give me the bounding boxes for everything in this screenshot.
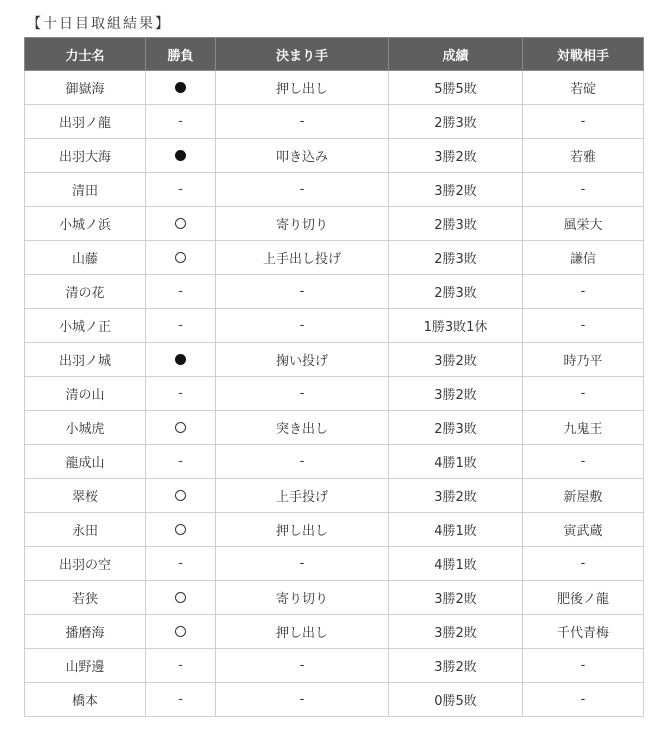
table-row bbox=[25, 207, 644, 241]
table-row bbox=[25, 445, 644, 479]
result-cell bbox=[146, 139, 216, 173]
wrestler-name: 清の山 bbox=[25, 377, 146, 411]
opponent: 新屋敷 bbox=[523, 479, 644, 513]
win-mark-icon bbox=[175, 82, 186, 93]
table-row bbox=[25, 411, 644, 445]
table-row bbox=[25, 513, 644, 547]
kimarite: 上手投げ bbox=[216, 479, 389, 513]
wrestler-name: 小城虎 bbox=[25, 411, 146, 445]
wrestler-name: 出羽の空 bbox=[25, 547, 146, 581]
wrestler-name: 出羽ノ城 bbox=[25, 343, 146, 377]
table-row bbox=[25, 479, 644, 513]
result-cell bbox=[146, 479, 216, 513]
wrestler-name: 山野邊 bbox=[25, 649, 146, 683]
kimarite: 押し出し bbox=[216, 71, 389, 105]
win-mark-icon bbox=[175, 150, 186, 161]
wrestler-name: 出羽ノ龍 bbox=[25, 105, 146, 139]
kimarite: 突き出し bbox=[216, 411, 389, 445]
no-bout-mark: - bbox=[178, 182, 183, 197]
record: 2勝3敗 bbox=[389, 411, 523, 445]
result-cell bbox=[146, 275, 216, 309]
record: 3勝2敗 bbox=[389, 173, 523, 207]
table-row bbox=[25, 547, 644, 581]
result-cell bbox=[146, 173, 216, 207]
opponent: - bbox=[523, 683, 644, 717]
loss-mark-icon bbox=[175, 218, 186, 229]
loss-mark-icon bbox=[175, 524, 186, 535]
opponent: 風栄大 bbox=[523, 207, 644, 241]
result-cell bbox=[146, 513, 216, 547]
opponent: - bbox=[523, 649, 644, 683]
kimarite: 寄り切り bbox=[216, 581, 389, 615]
record: 3勝2敗 bbox=[389, 581, 523, 615]
kimarite: - bbox=[216, 173, 389, 207]
no-bout-mark: - bbox=[178, 692, 183, 707]
record: 2勝3敗 bbox=[389, 105, 523, 139]
no-bout-mark: - bbox=[178, 114, 183, 129]
table-row bbox=[25, 173, 644, 207]
table-row bbox=[25, 649, 644, 683]
wrestler-name: 龍成山 bbox=[25, 445, 146, 479]
header-kimarite: 決まり手 bbox=[216, 38, 389, 71]
record: 3勝2敗 bbox=[389, 479, 523, 513]
result-cell bbox=[146, 615, 216, 649]
table-row bbox=[25, 343, 644, 377]
opponent: - bbox=[523, 547, 644, 581]
table-row bbox=[25, 241, 644, 275]
opponent: - bbox=[523, 377, 644, 411]
result-cell bbox=[146, 241, 216, 275]
results-table-body bbox=[25, 71, 644, 717]
table-row bbox=[25, 377, 644, 411]
result-cell bbox=[146, 547, 216, 581]
wrestler-name: 若狭 bbox=[25, 581, 146, 615]
header-wrestler-name: 力士名 bbox=[25, 38, 146, 71]
opponent: - bbox=[523, 445, 644, 479]
table-row bbox=[25, 275, 644, 309]
table-row bbox=[25, 683, 644, 717]
record: 3勝2敗 bbox=[389, 649, 523, 683]
wrestler-name: 小城ノ正 bbox=[25, 309, 146, 343]
record: 2勝3敗 bbox=[389, 241, 523, 275]
wrestler-name: 山藤 bbox=[25, 241, 146, 275]
header-record: 成績 bbox=[389, 38, 523, 71]
wrestler-name: 出羽大海 bbox=[25, 139, 146, 173]
table-row bbox=[25, 139, 644, 173]
record: 3勝2敗 bbox=[389, 377, 523, 411]
opponent: 九鬼王 bbox=[523, 411, 644, 445]
kimarite: - bbox=[216, 683, 389, 717]
kimarite: - bbox=[216, 649, 389, 683]
opponent: - bbox=[523, 173, 644, 207]
wrestler-name: 御嶽海 bbox=[25, 71, 146, 105]
result-cell bbox=[146, 445, 216, 479]
opponent: 若雅 bbox=[523, 139, 644, 173]
table-row bbox=[25, 309, 644, 343]
win-mark-icon bbox=[175, 354, 186, 365]
wrestler-name: 播磨海 bbox=[25, 615, 146, 649]
header-opponent: 対戦相手 bbox=[523, 38, 644, 71]
result-cell bbox=[146, 71, 216, 105]
opponent: - bbox=[523, 105, 644, 139]
header-row bbox=[25, 38, 644, 71]
result-cell bbox=[146, 343, 216, 377]
record: 3勝2敗 bbox=[389, 139, 523, 173]
result-cell bbox=[146, 411, 216, 445]
record: 3勝2敗 bbox=[389, 615, 523, 649]
wrestler-name: 清の花 bbox=[25, 275, 146, 309]
wrestler-name: 翠桜 bbox=[25, 479, 146, 513]
record: 1勝3敗1休 bbox=[389, 309, 523, 343]
results-table bbox=[24, 37, 644, 717]
kimarite: 上手出し投げ bbox=[216, 241, 389, 275]
wrestler-name: 永田 bbox=[25, 513, 146, 547]
no-bout-mark: - bbox=[178, 386, 183, 401]
wrestler-name: 橋本 bbox=[25, 683, 146, 717]
result-cell bbox=[146, 105, 216, 139]
kimarite: 押し出し bbox=[216, 615, 389, 649]
kimarite: - bbox=[216, 547, 389, 581]
table-row bbox=[25, 105, 644, 139]
header-result: 勝負 bbox=[146, 38, 216, 71]
opponent: 謙信 bbox=[523, 241, 644, 275]
record: 2勝3敗 bbox=[389, 275, 523, 309]
record: 4勝1敗 bbox=[389, 547, 523, 581]
wrestler-name: 清田 bbox=[25, 173, 146, 207]
no-bout-mark: - bbox=[178, 318, 183, 333]
no-bout-mark: - bbox=[178, 658, 183, 673]
results-table-header bbox=[25, 38, 644, 71]
opponent: 千代青梅 bbox=[523, 615, 644, 649]
opponent: 寅武蔵 bbox=[523, 513, 644, 547]
record: 5勝5敗 bbox=[389, 71, 523, 105]
table-row bbox=[25, 615, 644, 649]
kimarite: - bbox=[216, 275, 389, 309]
result-cell bbox=[146, 683, 216, 717]
table-row bbox=[25, 71, 644, 105]
table-row bbox=[25, 581, 644, 615]
record: 4勝1敗 bbox=[389, 513, 523, 547]
kimarite: 叩き込み bbox=[216, 139, 389, 173]
no-bout-mark: - bbox=[178, 284, 183, 299]
loss-mark-icon bbox=[175, 422, 186, 433]
kimarite: - bbox=[216, 309, 389, 343]
kimarite: - bbox=[216, 445, 389, 479]
kimarite: - bbox=[216, 377, 389, 411]
result-cell bbox=[146, 581, 216, 615]
kimarite: - bbox=[216, 105, 389, 139]
result-cell bbox=[146, 309, 216, 343]
page-title: 【十日目取組結果】 bbox=[27, 16, 171, 32]
kimarite: 寄り切り bbox=[216, 207, 389, 241]
result-cell bbox=[146, 649, 216, 683]
opponent: - bbox=[523, 275, 644, 309]
loss-mark-icon bbox=[175, 626, 186, 637]
result-cell bbox=[146, 377, 216, 411]
loss-mark-icon bbox=[175, 490, 186, 501]
wrestler-name: 小城ノ浜 bbox=[25, 207, 146, 241]
record: 4勝1敗 bbox=[389, 445, 523, 479]
kimarite: 押し出し bbox=[216, 513, 389, 547]
opponent: 若碇 bbox=[523, 71, 644, 105]
kimarite: 掬い投げ bbox=[216, 343, 389, 377]
no-bout-mark: - bbox=[178, 454, 183, 469]
opponent: - bbox=[523, 309, 644, 343]
no-bout-mark: - bbox=[178, 556, 183, 571]
record: 0勝5敗 bbox=[389, 683, 523, 717]
record: 3勝2敗 bbox=[389, 343, 523, 377]
record: 2勝3敗 bbox=[389, 207, 523, 241]
opponent: 肥後ノ龍 bbox=[523, 581, 644, 615]
loss-mark-icon bbox=[175, 592, 186, 603]
result-cell bbox=[146, 207, 216, 241]
opponent: 時乃平 bbox=[523, 343, 644, 377]
loss-mark-icon bbox=[175, 252, 186, 263]
